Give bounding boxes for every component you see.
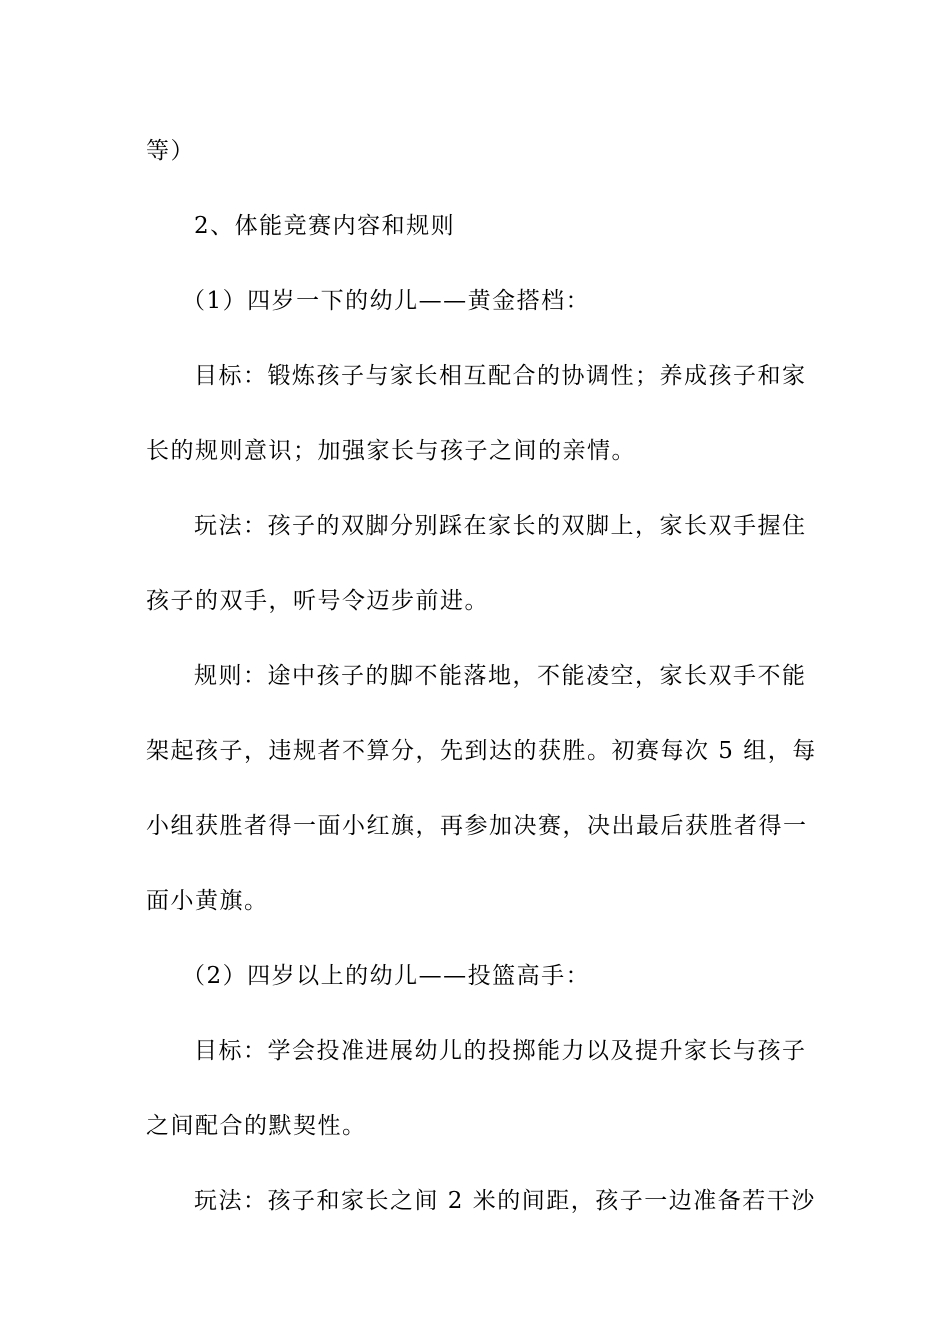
play2-paragraph-line-1: 玩法：孩子和家长之间 2 米的间距，孩子一边准备若干沙: [194, 1188, 816, 1214]
text-line-continuation: 等）: [146, 138, 195, 164]
rules-paragraph-line-2: 架起孩子，违规者不算分，先到达的获胜。初赛每次 5 组，每: [146, 738, 817, 764]
goal-paragraph-line-1: 目标：锻炼孩子与家长相互配合的协调性；养成孩子和家: [194, 363, 807, 389]
goal2-paragraph-line-2: 之间配合的默契性。: [146, 1113, 367, 1139]
goal2-paragraph-line-1: 目标：学会投准进展幼儿的投掷能力以及提升家长与孩子: [194, 1038, 807, 1064]
play-paragraph-line-1: 玩法：孩子的双脚分别踩在家长的双脚上，家长双手握住: [194, 513, 807, 539]
section-heading: 2、体能竞赛内容和规则: [194, 213, 456, 239]
subsection-heading-2: （2）四岁以上的幼儿——投篮高手：: [182, 963, 591, 989]
subsection-heading-1: （1）四岁一下的幼儿——黄金搭档：: [182, 288, 591, 314]
goal-paragraph-line-2: 长的规则意识；加强家长与孩子之间的亲情。: [146, 438, 636, 464]
play-paragraph-line-2: 孩子的双手，听号令迈步前进。: [146, 588, 489, 614]
rules-paragraph-line-3: 小组获胜者得一面小红旗，再参加决赛，决出最后获胜者得一: [146, 813, 808, 839]
rules-paragraph-line-1: 规则：途中孩子的脚不能落地，不能凌空，家长双手不能: [194, 663, 807, 689]
rules-paragraph-line-4: 面小黄旗。: [146, 888, 269, 914]
